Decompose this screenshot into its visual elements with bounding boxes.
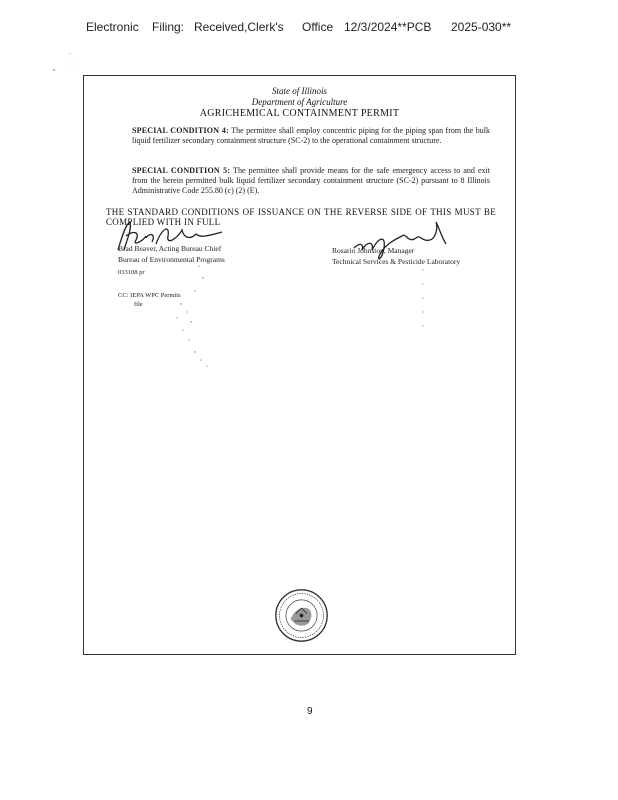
permit-title: AGRICHEMICAL CONTAINMENT PERMIT — [199, 108, 400, 119]
header-received: Received,Clerk's — [194, 20, 284, 34]
scanned-permit-page — [83, 75, 516, 655]
right-signatory-name: Rosario Johnston, Manager — [332, 246, 415, 255]
condition-5-text: The permittee shall provide means for the safe emergency access to and exit from the herein permitted bulk liquid fertilizer secondary containment structure (SC-2) pursuant to 8 Illinois Administrative Code 255.80 (c) (2) (E). — [132, 166, 490, 195]
state-seal-icon — [274, 588, 329, 643]
condition-4-text: The permittee shall employ concentric piping for the piping span from the bulk liquid fertilizer secondary containment structure (SC-2) to the operational containment structure. — [132, 126, 491, 145]
condition-4-label: SPECIAL CONDITION 4: — [132, 126, 229, 135]
cc-line-2: file — [134, 301, 143, 308]
header-filing: Filing: — [152, 20, 185, 34]
left-signatory-name: Brad Beaver, Acting Bureau Chief — [118, 244, 222, 253]
scan-speckle — [169, 256, 229, 371]
letterhead-state: State of Illinois — [272, 86, 327, 96]
reference-code: 033108 pr — [118, 269, 145, 276]
header-electronic: Electronic — [86, 20, 139, 34]
letterhead-department: Department of Agriculture — [251, 97, 348, 107]
scan-speckle-right — [419, 266, 427, 336]
right-signatory-unit: Technical Services & Pesticide Laboratory — [332, 257, 461, 266]
header-office: Office — [302, 20, 334, 34]
special-condition-5 — [132, 166, 490, 196]
left-signatory-unit: Bureau of Environmental Programs — [118, 255, 225, 264]
page-number: 9 — [307, 706, 313, 717]
cc-line-1: CC: IEPA WPC Permits — [118, 292, 181, 299]
scan-mark — [50, 50, 80, 80]
special-condition-4 — [132, 126, 490, 146]
compliance-notice: THE STANDARD CONDITIONS OF ISSUANCE ON THE REVERSE SIDE OF THIS MUST BE COMPLIED WITH IN FULL — [106, 207, 496, 227]
header-number: 2025-030** — [451, 20, 512, 34]
header-date: 12/3/2024**PCB — [344, 20, 432, 34]
condition-5-label: SPECIAL CONDITION 5: — [132, 166, 231, 175]
